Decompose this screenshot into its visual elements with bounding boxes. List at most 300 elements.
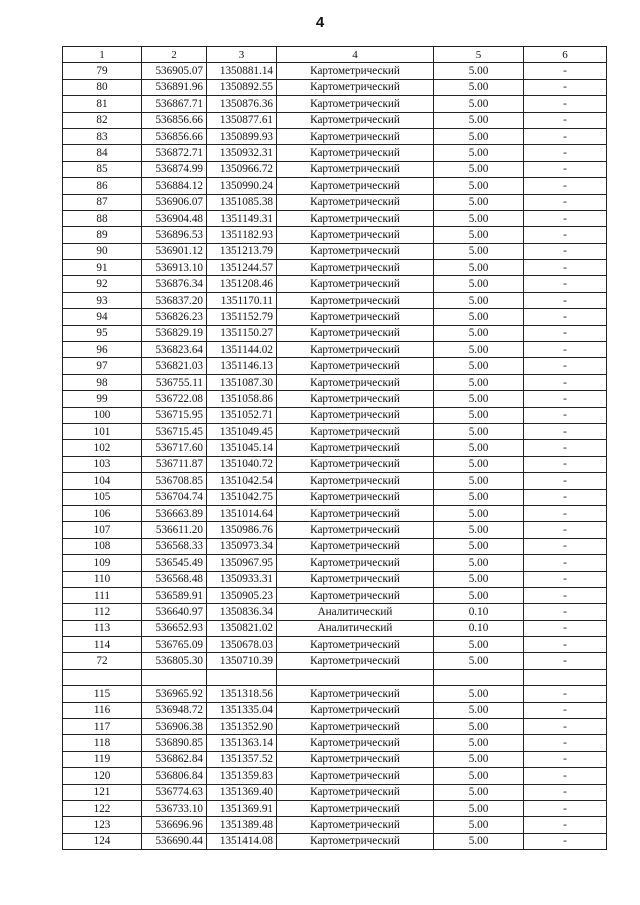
- point-number-cell: 114: [63, 637, 142, 653]
- point-number-cell: 84: [63, 145, 142, 161]
- y-coordinate-cell: 1351352.90: [207, 719, 277, 735]
- table-row: [63, 243, 607, 259]
- table-row: [63, 128, 607, 144]
- table-body: [63, 47, 607, 850]
- x-coordinate-cell: 536821.03: [142, 358, 207, 374]
- note-cell: -: [524, 702, 607, 718]
- y-coordinate-cell: 1351087.30: [207, 374, 277, 390]
- accuracy-cell: 5.00: [434, 768, 524, 784]
- y-coordinate-cell: 1351085.38: [207, 194, 277, 210]
- table-row: [63, 604, 607, 620]
- method-cell: Картометрический: [277, 505, 434, 521]
- y-coordinate-cell: [207, 669, 277, 685]
- y-coordinate-cell: 1350990.24: [207, 178, 277, 194]
- point-number-cell: 105: [63, 489, 142, 505]
- table-row: [63, 800, 607, 816]
- x-coordinate-cell: 536568.33: [142, 538, 207, 554]
- point-number-cell: 124: [63, 833, 142, 849]
- y-coordinate-cell: 1351363.14: [207, 735, 277, 751]
- point-number-cell: 106: [63, 505, 142, 521]
- accuracy-cell: 5.00: [434, 210, 524, 226]
- table-row: [63, 669, 607, 685]
- x-coordinate-cell: 536896.53: [142, 227, 207, 243]
- y-coordinate-cell: 1351042.54: [207, 473, 277, 489]
- y-coordinate-cell: 1351369.40: [207, 784, 277, 800]
- point-number-cell: 107: [63, 522, 142, 538]
- y-coordinate-cell: 1351146.13: [207, 358, 277, 374]
- method-cell: Картометрический: [277, 587, 434, 603]
- x-coordinate-cell: 536717.60: [142, 440, 207, 456]
- x-coordinate-cell: 536663.89: [142, 505, 207, 521]
- point-number-cell: 92: [63, 276, 142, 292]
- x-coordinate-cell: 536904.48: [142, 210, 207, 226]
- y-coordinate-cell: 1351357.52: [207, 751, 277, 767]
- note-cell: -: [524, 522, 607, 538]
- point-number-cell: 110: [63, 571, 142, 587]
- x-coordinate-cell: 536589.91: [142, 587, 207, 603]
- y-coordinate-cell: 1350986.76: [207, 522, 277, 538]
- accuracy-cell: 5.00: [434, 128, 524, 144]
- table-row: [63, 325, 607, 341]
- x-coordinate-cell: 536704.74: [142, 489, 207, 505]
- note-cell: -: [524, 325, 607, 341]
- note-cell: -: [524, 227, 607, 243]
- x-coordinate-cell: 536905.07: [142, 63, 207, 79]
- y-coordinate-cell: 1351389.48: [207, 817, 277, 833]
- method-cell: Картометрический: [277, 719, 434, 735]
- method-cell: Картометрический: [277, 768, 434, 784]
- point-number-cell: 99: [63, 391, 142, 407]
- accuracy-cell: 5.00: [434, 784, 524, 800]
- method-cell: Картометрический: [277, 702, 434, 718]
- accuracy-cell: 5.00: [434, 292, 524, 308]
- column-header: 4: [277, 47, 434, 63]
- accuracy-cell: 5.00: [434, 178, 524, 194]
- coordinates-table: [62, 46, 607, 850]
- accuracy-cell: 5.00: [434, 719, 524, 735]
- table-row: [63, 79, 607, 95]
- accuracy-cell: 5.00: [434, 79, 524, 95]
- page-number: 4: [315, 14, 325, 31]
- point-number-cell: 81: [63, 96, 142, 112]
- y-coordinate-cell: 1350836.34: [207, 604, 277, 620]
- x-coordinate-cell: 536696.96: [142, 817, 207, 833]
- point-number-cell: 100: [63, 407, 142, 423]
- x-coordinate-cell: 536708.85: [142, 473, 207, 489]
- method-cell: Картометрический: [277, 260, 434, 276]
- note-cell: -: [524, 800, 607, 816]
- y-coordinate-cell: 1351152.79: [207, 309, 277, 325]
- note-cell: -: [524, 161, 607, 177]
- x-coordinate-cell: 536891.96: [142, 79, 207, 95]
- table-row: [63, 489, 607, 505]
- point-number-cell: 96: [63, 342, 142, 358]
- table-row: [63, 342, 607, 358]
- point-number-cell: 121: [63, 784, 142, 800]
- y-coordinate-cell: 1350905.23: [207, 587, 277, 603]
- point-number-cell: 93: [63, 292, 142, 308]
- method-cell: Картометрический: [277, 194, 434, 210]
- x-coordinate-cell: 536755.11: [142, 374, 207, 390]
- accuracy-cell: 5.00: [434, 800, 524, 816]
- method-cell: Картометрический: [277, 817, 434, 833]
- note-cell: -: [524, 571, 607, 587]
- method-cell: Картометрический: [277, 751, 434, 767]
- note-cell: -: [524, 719, 607, 735]
- table-row: [63, 440, 607, 456]
- note-cell: -: [524, 768, 607, 784]
- method-cell: Картометрический: [277, 571, 434, 587]
- table-row: [63, 571, 607, 587]
- method-cell: Картометрический: [277, 522, 434, 538]
- method-cell: Картометрический: [277, 653, 434, 669]
- x-coordinate-cell: 536874.99: [142, 161, 207, 177]
- method-cell: Картометрический: [277, 538, 434, 554]
- table-header-row: [63, 47, 607, 63]
- x-coordinate-cell: 536884.12: [142, 178, 207, 194]
- method-cell: Картометрический: [277, 456, 434, 472]
- method-cell: Картометрический: [277, 637, 434, 653]
- accuracy-cell: 5.00: [434, 473, 524, 489]
- point-number-cell: 98: [63, 374, 142, 390]
- method-cell: Картометрический: [277, 243, 434, 259]
- point-number-cell: 95: [63, 325, 142, 341]
- column-header: 3: [207, 47, 277, 63]
- x-coordinate-cell: 536711.87: [142, 456, 207, 472]
- table-row: [63, 735, 607, 751]
- method-cell: Картометрический: [277, 440, 434, 456]
- x-coordinate-cell: 536856.66: [142, 112, 207, 128]
- point-number-cell: 122: [63, 800, 142, 816]
- table-row: [63, 768, 607, 784]
- method-cell: Картометрический: [277, 358, 434, 374]
- note-cell: -: [524, 96, 607, 112]
- y-coordinate-cell: 1350932.31: [207, 145, 277, 161]
- accuracy-cell: 5.00: [434, 686, 524, 702]
- accuracy-cell: 5.00: [434, 735, 524, 751]
- note-cell: -: [524, 112, 607, 128]
- y-coordinate-cell: 1351335.04: [207, 702, 277, 718]
- x-coordinate-cell: 536913.10: [142, 260, 207, 276]
- table-row: [63, 96, 607, 112]
- table-row: [63, 522, 607, 538]
- y-coordinate-cell: 1350876.36: [207, 96, 277, 112]
- point-number-cell: 123: [63, 817, 142, 833]
- method-cell: Картометрический: [277, 128, 434, 144]
- method-cell: Картометрический: [277, 227, 434, 243]
- column-header: 5: [434, 47, 524, 63]
- y-coordinate-cell: 1351182.93: [207, 227, 277, 243]
- note-cell: -: [524, 653, 607, 669]
- table-row: [63, 423, 607, 439]
- point-number-cell: 90: [63, 243, 142, 259]
- method-cell: Картометрический: [277, 800, 434, 816]
- x-coordinate-cell: 536733.10: [142, 800, 207, 816]
- note-cell: -: [524, 423, 607, 439]
- y-coordinate-cell: 1351049.45: [207, 423, 277, 439]
- y-coordinate-cell: 1350877.61: [207, 112, 277, 128]
- point-number-cell: 80: [63, 79, 142, 95]
- accuracy-cell: 5.00: [434, 276, 524, 292]
- x-coordinate-cell: 536826.23: [142, 309, 207, 325]
- table-row: [63, 407, 607, 423]
- method-cell: Картометрический: [277, 145, 434, 161]
- y-coordinate-cell: 1351244.57: [207, 260, 277, 276]
- point-number-cell: [63, 669, 142, 685]
- accuracy-cell: 5.00: [434, 161, 524, 177]
- note-cell: -: [524, 243, 607, 259]
- method-cell: Картометрический: [277, 276, 434, 292]
- y-coordinate-cell: 1350933.31: [207, 571, 277, 587]
- accuracy-cell: 5.00: [434, 489, 524, 505]
- y-coordinate-cell: 1351058.86: [207, 391, 277, 407]
- point-number-cell: 91: [63, 260, 142, 276]
- note-cell: [524, 669, 607, 685]
- accuracy-cell: [434, 669, 524, 685]
- note-cell: -: [524, 63, 607, 79]
- note-cell: -: [524, 128, 607, 144]
- note-cell: -: [524, 686, 607, 702]
- table-row: [63, 637, 607, 653]
- y-coordinate-cell: 1351170.11: [207, 292, 277, 308]
- x-coordinate-cell: 536837.20: [142, 292, 207, 308]
- table-row: [63, 145, 607, 161]
- x-coordinate-cell: 536652.93: [142, 620, 207, 636]
- table-row: [63, 538, 607, 554]
- method-cell: Картометрический: [277, 489, 434, 505]
- point-number-cell: 97: [63, 358, 142, 374]
- method-cell: Картометрический: [277, 309, 434, 325]
- accuracy-cell: 5.00: [434, 456, 524, 472]
- accuracy-cell: 0.10: [434, 620, 524, 636]
- table-row: [63, 374, 607, 390]
- x-coordinate-cell: 536568.48: [142, 571, 207, 587]
- note-cell: -: [524, 620, 607, 636]
- x-coordinate-cell: 536722.08: [142, 391, 207, 407]
- x-coordinate-cell: 536611.20: [142, 522, 207, 538]
- point-number-cell: 102: [63, 440, 142, 456]
- method-cell: Картометрический: [277, 325, 434, 341]
- note-cell: -: [524, 473, 607, 489]
- x-coordinate-cell: 536774.63: [142, 784, 207, 800]
- table-row: [63, 194, 607, 210]
- y-coordinate-cell: 1351040.72: [207, 456, 277, 472]
- y-coordinate-cell: 1350967.95: [207, 555, 277, 571]
- point-number-cell: 87: [63, 194, 142, 210]
- table-row: [63, 358, 607, 374]
- note-cell: -: [524, 604, 607, 620]
- y-coordinate-cell: 1351318.56: [207, 686, 277, 702]
- point-number-cell: 86: [63, 178, 142, 194]
- table-row: [63, 473, 607, 489]
- method-cell: Картометрический: [277, 178, 434, 194]
- method-cell: Картометрический: [277, 784, 434, 800]
- x-coordinate-cell: 536948.72: [142, 702, 207, 718]
- y-coordinate-cell: 1351014.64: [207, 505, 277, 521]
- accuracy-cell: 5.00: [434, 243, 524, 259]
- note-cell: -: [524, 833, 607, 849]
- accuracy-cell: 5.00: [434, 358, 524, 374]
- y-coordinate-cell: 1351144.02: [207, 342, 277, 358]
- note-cell: -: [524, 440, 607, 456]
- method-cell: Картометрический: [277, 63, 434, 79]
- y-coordinate-cell: 1351150.27: [207, 325, 277, 341]
- y-coordinate-cell: 1350892.55: [207, 79, 277, 95]
- note-cell: -: [524, 587, 607, 603]
- accuracy-cell: 5.00: [434, 145, 524, 161]
- point-number-cell: 120: [63, 768, 142, 784]
- table-row: [63, 391, 607, 407]
- x-coordinate-cell: 536715.45: [142, 423, 207, 439]
- note-cell: -: [524, 456, 607, 472]
- method-cell: Картометрический: [277, 112, 434, 128]
- method-cell: Картометрический: [277, 735, 434, 751]
- accuracy-cell: 5.00: [434, 833, 524, 849]
- y-coordinate-cell: 1351414.08: [207, 833, 277, 849]
- point-number-cell: 116: [63, 702, 142, 718]
- note-cell: -: [524, 145, 607, 161]
- point-number-cell: 108: [63, 538, 142, 554]
- table-row: [63, 653, 607, 669]
- note-cell: -: [524, 817, 607, 833]
- accuracy-cell: 5.00: [434, 587, 524, 603]
- table-row: [63, 833, 607, 849]
- accuracy-cell: 5.00: [434, 751, 524, 767]
- table-row: [63, 555, 607, 571]
- y-coordinate-cell: 1350973.34: [207, 538, 277, 554]
- point-number-cell: 111: [63, 587, 142, 603]
- y-coordinate-cell: 1350821.02: [207, 620, 277, 636]
- accuracy-cell: 5.00: [434, 63, 524, 79]
- accuracy-cell: 5.00: [434, 653, 524, 669]
- point-number-cell: 101: [63, 423, 142, 439]
- method-cell: Картометрический: [277, 686, 434, 702]
- x-coordinate-cell: 536823.64: [142, 342, 207, 358]
- y-coordinate-cell: 1350710.39: [207, 653, 277, 669]
- method-cell: Аналитический: [277, 620, 434, 636]
- note-cell: -: [524, 178, 607, 194]
- y-coordinate-cell: 1351149.31: [207, 210, 277, 226]
- note-cell: -: [524, 194, 607, 210]
- table-row: [63, 817, 607, 833]
- y-coordinate-cell: 1350966.72: [207, 161, 277, 177]
- y-coordinate-cell: 1351052.71: [207, 407, 277, 423]
- table-row: [63, 702, 607, 718]
- x-coordinate-cell: 536906.38: [142, 719, 207, 735]
- note-cell: -: [524, 342, 607, 358]
- method-cell: Картометрический: [277, 161, 434, 177]
- x-coordinate-cell: 536890.85: [142, 735, 207, 751]
- point-number-cell: 117: [63, 719, 142, 735]
- x-coordinate-cell: 536765.09: [142, 637, 207, 653]
- method-cell: Картометрический: [277, 423, 434, 439]
- method-cell: Картометрический: [277, 555, 434, 571]
- note-cell: -: [524, 489, 607, 505]
- method-cell: Аналитический: [277, 604, 434, 620]
- x-coordinate-cell: 536690.44: [142, 833, 207, 849]
- accuracy-cell: 5.00: [434, 637, 524, 653]
- accuracy-cell: 5.00: [434, 112, 524, 128]
- note-cell: -: [524, 358, 607, 374]
- table-row: [63, 505, 607, 521]
- x-coordinate-cell: 536901.12: [142, 243, 207, 259]
- note-cell: -: [524, 260, 607, 276]
- x-coordinate-cell: 536867.71: [142, 96, 207, 112]
- point-number-cell: 104: [63, 473, 142, 489]
- table-row: [63, 309, 607, 325]
- x-coordinate-cell: [142, 669, 207, 685]
- method-cell: Картометрический: [277, 96, 434, 112]
- x-coordinate-cell: 536805.30: [142, 653, 207, 669]
- accuracy-cell: 5.00: [434, 522, 524, 538]
- x-coordinate-cell: 536806.84: [142, 768, 207, 784]
- table-row: [63, 784, 607, 800]
- table-row: [63, 260, 607, 276]
- note-cell: -: [524, 751, 607, 767]
- column-header: 2: [142, 47, 207, 63]
- y-coordinate-cell: 1351213.79: [207, 243, 277, 259]
- y-coordinate-cell: 1350881.14: [207, 63, 277, 79]
- column-header: 6: [524, 47, 607, 63]
- accuracy-cell: 5.00: [434, 374, 524, 390]
- point-number-cell: 94: [63, 309, 142, 325]
- note-cell: -: [524, 538, 607, 554]
- y-coordinate-cell: 1350678.03: [207, 637, 277, 653]
- point-number-cell: 72: [63, 653, 142, 669]
- y-coordinate-cell: 1351369.91: [207, 800, 277, 816]
- table-row: [63, 161, 607, 177]
- table-row: [63, 112, 607, 128]
- method-cell: Картометрический: [277, 292, 434, 308]
- table-row: [63, 178, 607, 194]
- table-row: [63, 456, 607, 472]
- point-number-cell: 118: [63, 735, 142, 751]
- method-cell: Картометрический: [277, 374, 434, 390]
- note-cell: -: [524, 735, 607, 751]
- table-row: [63, 686, 607, 702]
- y-coordinate-cell: 1351042.75: [207, 489, 277, 505]
- method-cell: Картометрический: [277, 391, 434, 407]
- accuracy-cell: 5.00: [434, 407, 524, 423]
- x-coordinate-cell: 536872.71: [142, 145, 207, 161]
- accuracy-cell: 5.00: [434, 440, 524, 456]
- x-coordinate-cell: 536965.92: [142, 686, 207, 702]
- note-cell: -: [524, 555, 607, 571]
- x-coordinate-cell: 536715.95: [142, 407, 207, 423]
- note-cell: -: [524, 391, 607, 407]
- accuracy-cell: 5.00: [434, 325, 524, 341]
- point-number-cell: 109: [63, 555, 142, 571]
- accuracy-cell: 5.00: [434, 309, 524, 325]
- y-coordinate-cell: 1351045.14: [207, 440, 277, 456]
- y-coordinate-cell: 1350899.93: [207, 128, 277, 144]
- point-number-cell: 89: [63, 227, 142, 243]
- point-number-cell: 83: [63, 128, 142, 144]
- accuracy-cell: 5.00: [434, 96, 524, 112]
- accuracy-cell: 5.00: [434, 423, 524, 439]
- point-number-cell: 113: [63, 620, 142, 636]
- method-cell: Картометрический: [277, 79, 434, 95]
- table-row: [63, 210, 607, 226]
- point-number-cell: 82: [63, 112, 142, 128]
- accuracy-cell: 5.00: [434, 391, 524, 407]
- note-cell: -: [524, 784, 607, 800]
- x-coordinate-cell: 536876.34: [142, 276, 207, 292]
- method-cell: Картометрический: [277, 473, 434, 489]
- accuracy-cell: 5.00: [434, 260, 524, 276]
- note-cell: -: [524, 407, 607, 423]
- accuracy-cell: 5.00: [434, 194, 524, 210]
